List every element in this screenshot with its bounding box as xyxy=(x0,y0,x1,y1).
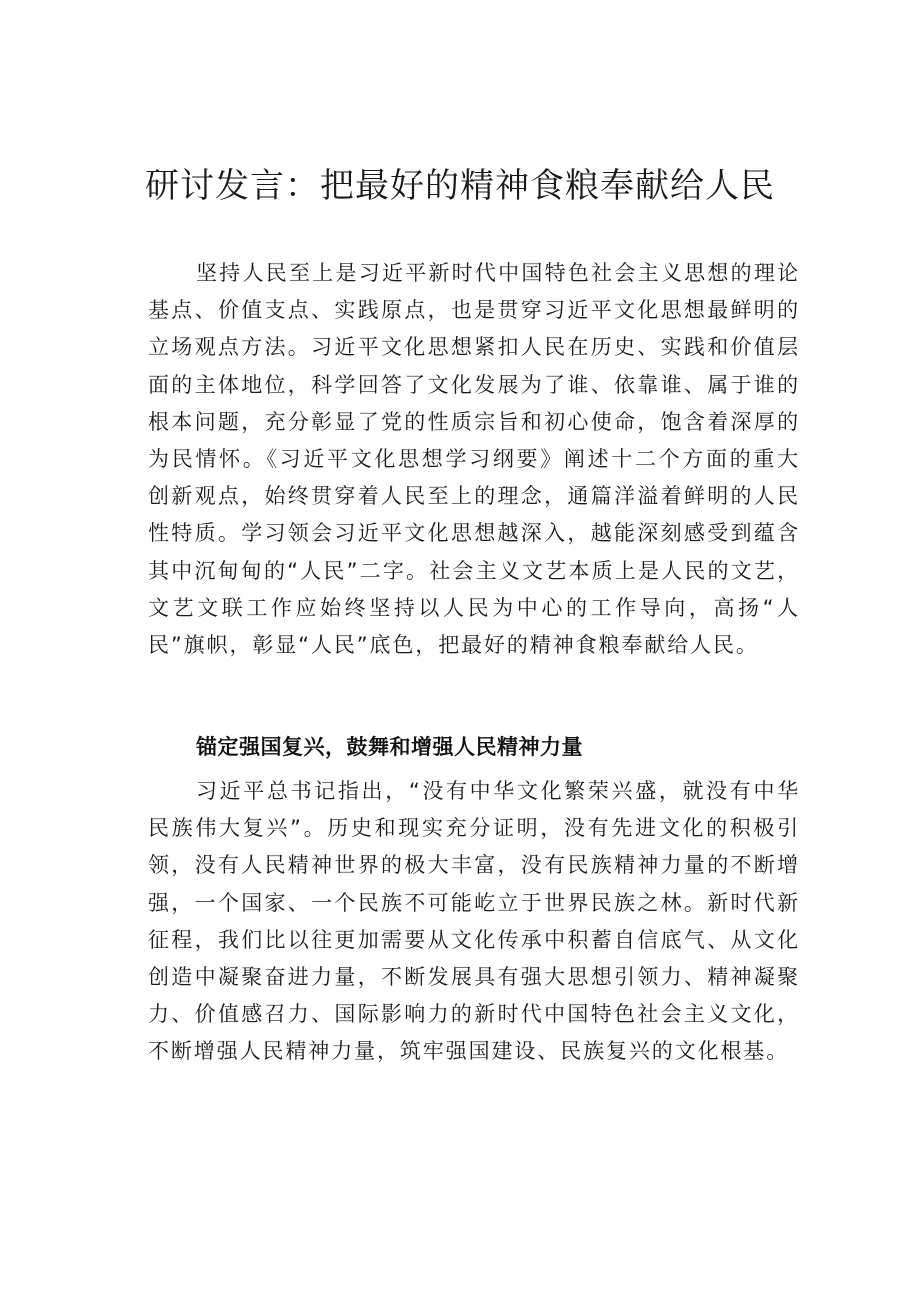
section-heading: 锚定强国复兴，鼓舞和增强人民精神力量 xyxy=(196,735,583,759)
intro-paragraph: 坚持人民至上是习近平新时代中国特色社会主义思想的理论基点、价值支点、实践原点，也是贯穿习近平文化思想最鲜明的立场观点方法。习近平文化思想紧扣人民在历史、实践和价值层面的主体地位，科学回答了文化发展为了谁、依靠谁、属于谁的根本问题，充分彰显了党的性质宗旨和初心使命，饱含着深厚的为民情怀。《习近平文化思想学习纲要》阐述十二个方面的重大创新观点，始终贯穿着人民至上的理念，通篇洋溢着鲜明的人民性特质。学习领会习近平文化思想越深入，越能深刻感受到蕴含其中沉甸甸的“人民”二字。社会主义文艺本质上是人民的文艺，文艺文联工作应始终坚持以人民为中心的工作导向，高扬“人民”旗帜，彰显“人民”底色，把最好的精神食粮奉献给人民。 xyxy=(148,261,800,658)
section-paragraph: 习近平总书记指出，“没有中华文化繁荣兴盛，就没有中华民族伟大复兴”。历史和现实充分证明，没有先进文化的积极引领，没有人民精神世界的极大丰富，没有民族精神力量的不断增强，一个国家、一个民族不可能屹立于世界民族之林。新时代新征程，我们比以往更加需要从文化传承中积蓄自信底气、从文化创造中凝聚奋进力量，不断发展具有强大思想引领力、精神凝聚力、价值感召力、国际影响力的新时代中国特色社会主义文化，不断增强人民精神力量，筑牢强国建设、民族复兴的文化根基。 xyxy=(148,779,800,1064)
document-title: 研讨发言：把最好的精神食粮奉献给人民 xyxy=(145,166,775,206)
